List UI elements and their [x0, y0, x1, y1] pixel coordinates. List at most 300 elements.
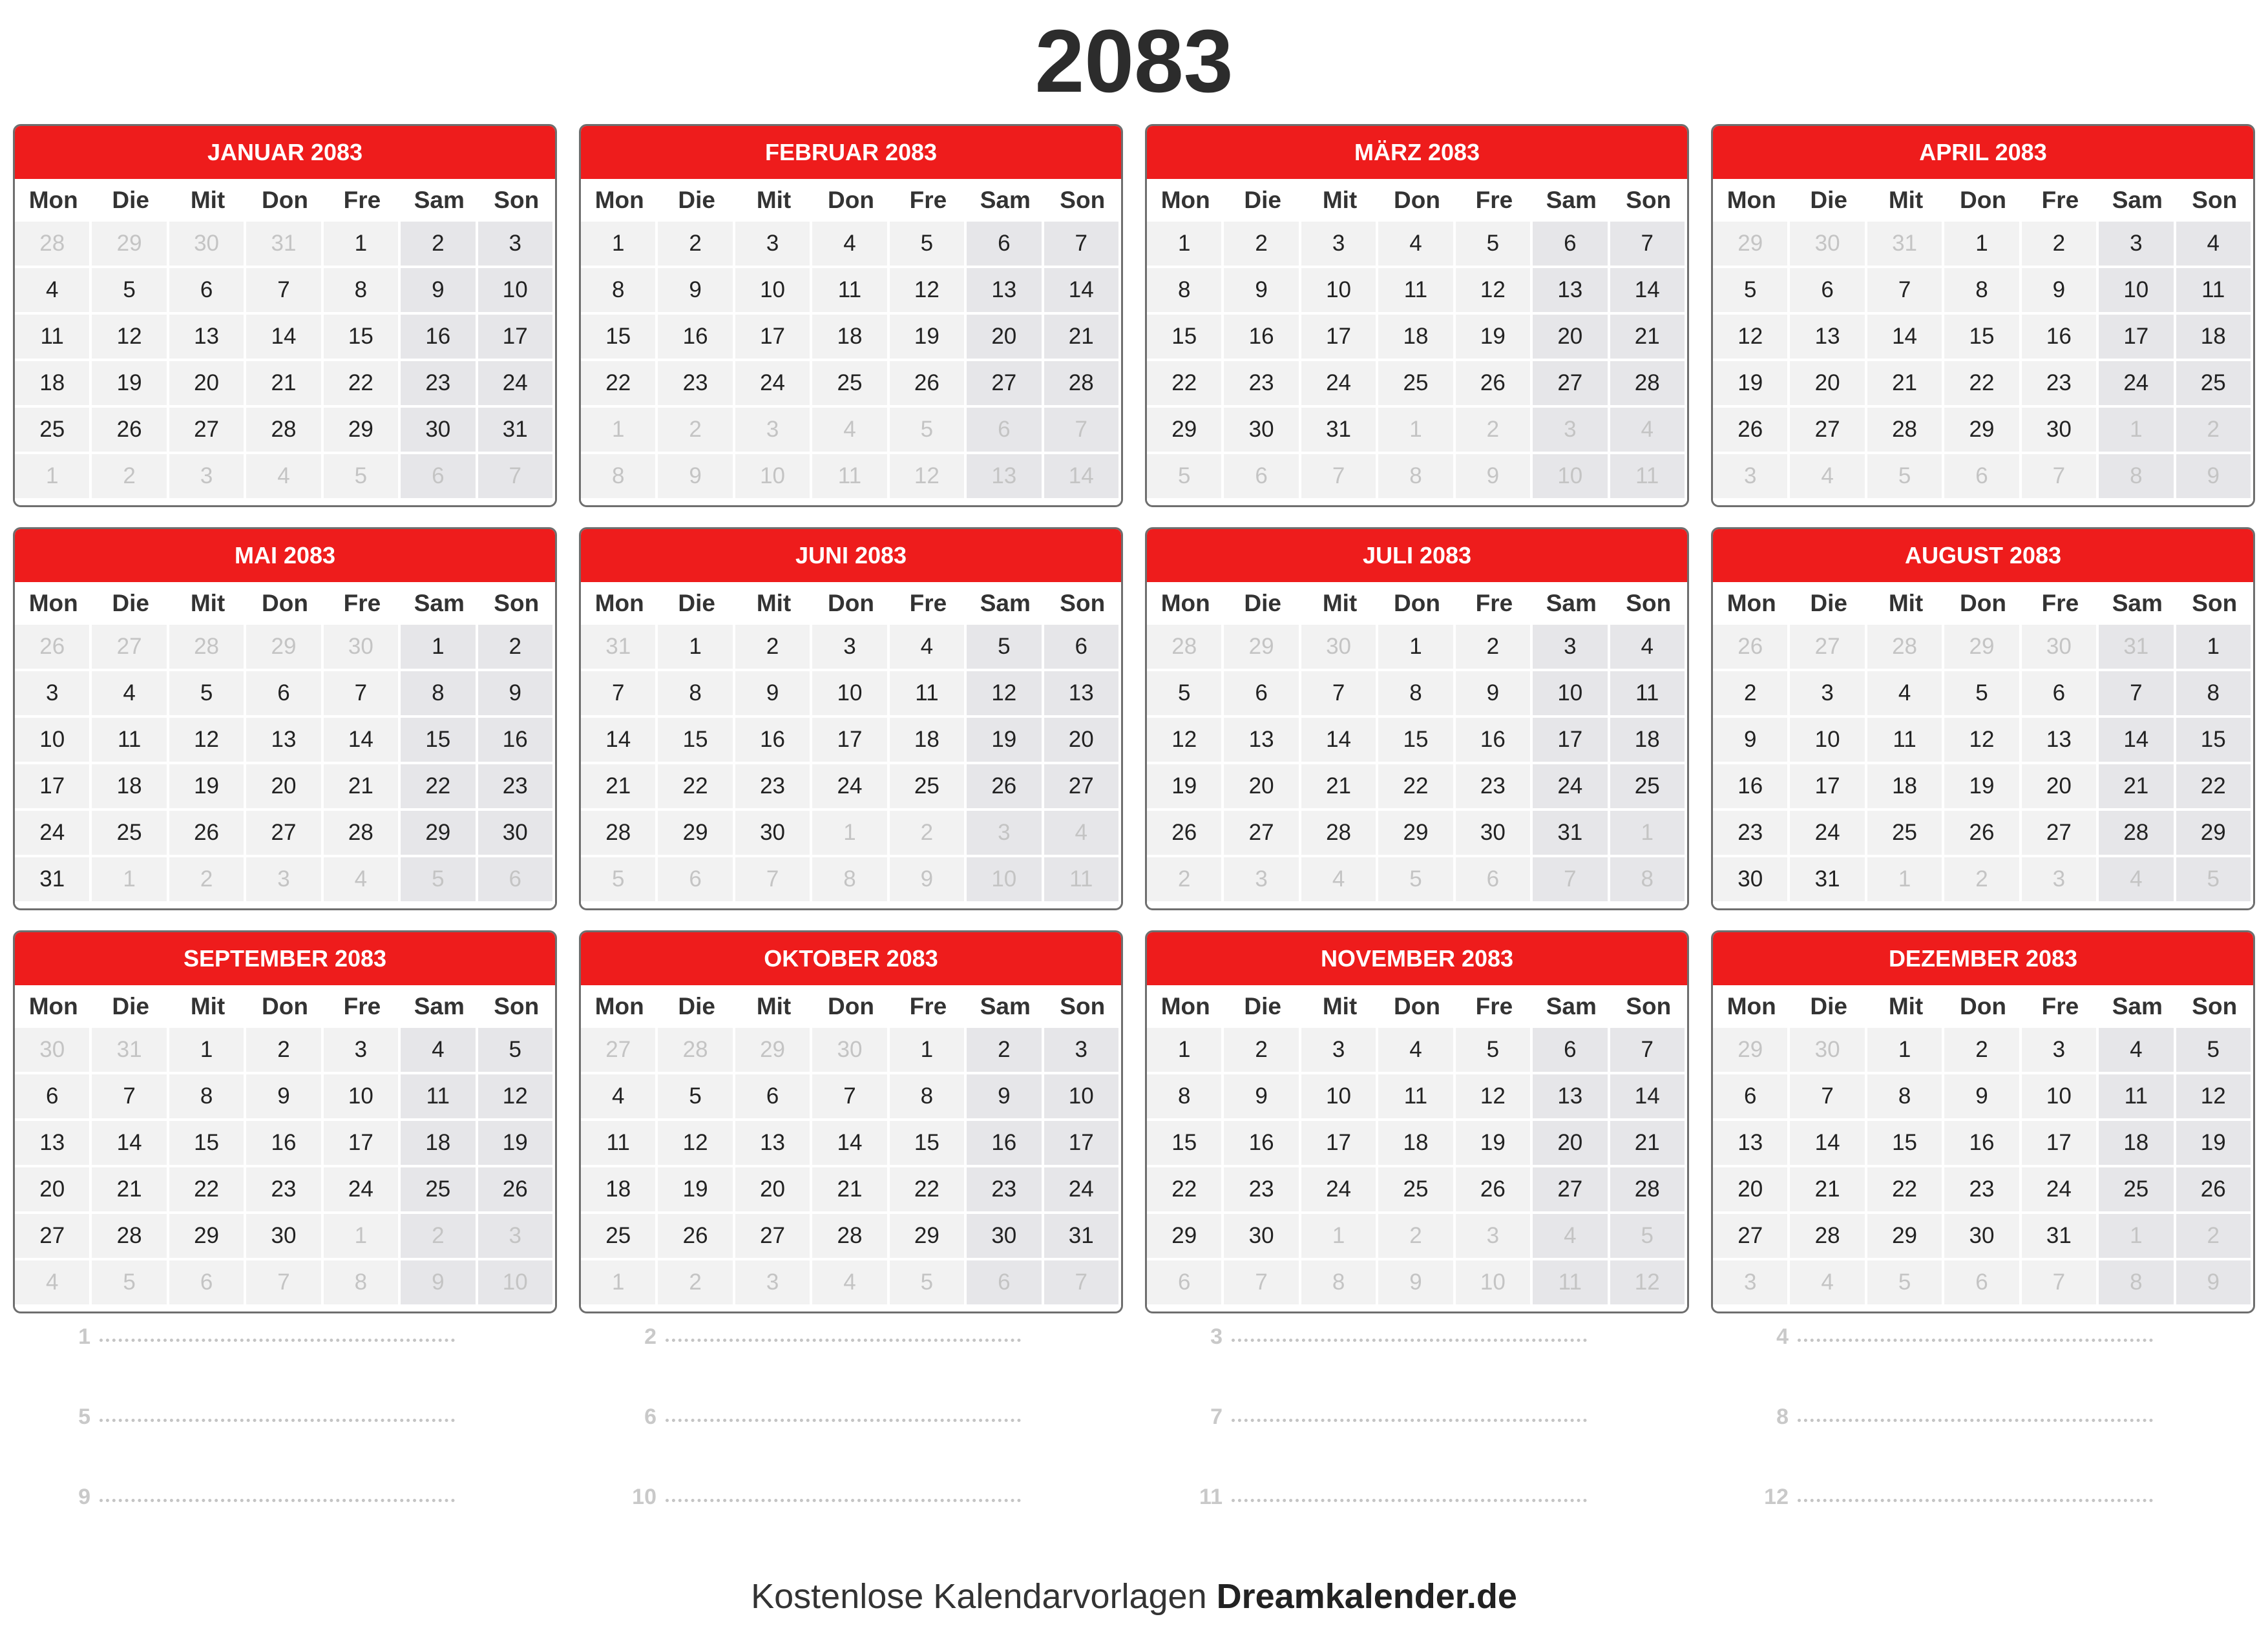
day-cell[interactable]: 20: [246, 764, 323, 811]
day-cell[interactable]: 9: [1713, 718, 1790, 764]
day-cell[interactable]: 4: [1610, 625, 1687, 671]
day-cell-outside-month[interactable]: 8: [2099, 1260, 2176, 1307]
day-cell[interactable]: 1: [1944, 222, 2021, 268]
day-cell[interactable]: 6: [1713, 1074, 1790, 1121]
day-cell-outside-month[interactable]: 1: [1301, 1214, 1378, 1260]
day-cell[interactable]: 30: [1713, 857, 1790, 904]
day-cell[interactable]: 19: [92, 361, 169, 408]
day-cell[interactable]: 9: [246, 1074, 323, 1121]
day-cell[interactable]: 22: [658, 764, 735, 811]
day-cell-outside-month[interactable]: 29: [246, 625, 323, 671]
day-cell[interactable]: 13: [2022, 718, 2099, 764]
day-cell[interactable]: 3: [1790, 671, 1867, 718]
day-cell[interactable]: 4: [92, 671, 169, 718]
day-cell[interactable]: 24: [1790, 811, 1867, 857]
day-cell[interactable]: 23: [1944, 1167, 2021, 1214]
day-cell[interactable]: 6: [2022, 671, 2099, 718]
day-cell[interactable]: 18: [581, 1167, 658, 1214]
day-cell[interactable]: 22: [1147, 361, 1224, 408]
day-cell-outside-month[interactable]: 4: [1790, 454, 1867, 501]
day-cell[interactable]: 31: [478, 408, 555, 454]
day-cell-outside-month[interactable]: 6: [478, 857, 555, 904]
day-cell[interactable]: 17: [735, 315, 812, 361]
day-cell[interactable]: 11: [2099, 1074, 2176, 1121]
day-cell[interactable]: 12: [1147, 718, 1224, 764]
day-cell[interactable]: 24: [2099, 361, 2176, 408]
day-cell[interactable]: 15: [2176, 718, 2253, 764]
day-cell[interactable]: 10: [2099, 268, 2176, 315]
day-cell[interactable]: 15: [1944, 315, 2021, 361]
day-cell[interactable]: 7: [1610, 222, 1687, 268]
day-cell[interactable]: 12: [478, 1074, 555, 1121]
day-cell[interactable]: 5: [478, 1028, 555, 1074]
day-cell-outside-month[interactable]: 4: [812, 1260, 889, 1307]
day-cell-outside-month[interactable]: 28: [169, 625, 246, 671]
day-cell[interactable]: 19: [1147, 764, 1224, 811]
day-cell[interactable]: 29: [1147, 408, 1224, 454]
day-cell[interactable]: 16: [735, 718, 812, 764]
day-cell[interactable]: 30: [478, 811, 555, 857]
day-cell[interactable]: 21: [1301, 764, 1378, 811]
day-cell[interactable]: 23: [401, 361, 478, 408]
day-cell[interactable]: 15: [890, 1121, 967, 1167]
day-cell[interactable]: 9: [401, 268, 478, 315]
day-cell[interactable]: 15: [1147, 1121, 1224, 1167]
day-cell[interactable]: 22: [401, 764, 478, 811]
day-cell[interactable]: 11: [1867, 718, 1944, 764]
day-cell-outside-month[interactable]: 30: [1301, 625, 1378, 671]
day-cell[interactable]: 15: [324, 315, 401, 361]
day-cell[interactable]: 7: [324, 671, 401, 718]
day-cell[interactable]: 9: [658, 268, 735, 315]
day-cell-outside-month[interactable]: 13: [967, 454, 1044, 501]
day-cell[interactable]: 9: [1944, 1074, 2021, 1121]
day-cell[interactable]: 12: [658, 1121, 735, 1167]
day-cell[interactable]: 3: [1301, 222, 1378, 268]
day-cell[interactable]: 25: [92, 811, 169, 857]
day-cell[interactable]: 16: [401, 315, 478, 361]
day-cell-outside-month[interactable]: 26: [1713, 625, 1790, 671]
day-cell[interactable]: 6: [1790, 268, 1867, 315]
day-cell-outside-month[interactable]: 8: [812, 857, 889, 904]
day-cell[interactable]: 30: [2022, 408, 2099, 454]
day-cell[interactable]: 15: [169, 1121, 246, 1167]
day-cell[interactable]: 28: [1044, 361, 1121, 408]
day-cell-outside-month[interactable]: 3: [1713, 1260, 1790, 1307]
day-cell[interactable]: 11: [2176, 268, 2253, 315]
day-cell[interactable]: 1: [658, 625, 735, 671]
day-cell[interactable]: 14: [581, 718, 658, 764]
day-cell[interactable]: 19: [967, 718, 1044, 764]
day-cell-outside-month[interactable]: 11: [1533, 1260, 1610, 1307]
day-cell[interactable]: 27: [1790, 408, 1867, 454]
day-cell[interactable]: 31: [1044, 1214, 1121, 1260]
day-cell[interactable]: 6: [15, 1074, 92, 1121]
day-cell[interactable]: 11: [1610, 671, 1687, 718]
day-cell-outside-month[interactable]: 29: [1713, 1028, 1790, 1074]
day-cell-outside-month[interactable]: 9: [1456, 454, 1533, 501]
day-cell[interactable]: 14: [324, 718, 401, 764]
day-cell[interactable]: 27: [15, 1214, 92, 1260]
day-cell-outside-month[interactable]: 29: [1944, 625, 2021, 671]
day-cell[interactable]: 5: [92, 268, 169, 315]
day-cell[interactable]: 17: [478, 315, 555, 361]
day-cell[interactable]: 2: [1944, 1028, 2021, 1074]
day-cell-outside-month[interactable]: 9: [890, 857, 967, 904]
day-cell-outside-month[interactable]: 3: [246, 857, 323, 904]
day-cell[interactable]: 22: [890, 1167, 967, 1214]
day-cell[interactable]: 5: [1713, 268, 1790, 315]
day-cell-outside-month[interactable]: 10: [478, 1260, 555, 1307]
day-cell[interactable]: 7: [246, 268, 323, 315]
day-cell[interactable]: 21: [581, 764, 658, 811]
day-cell[interactable]: 28: [246, 408, 323, 454]
day-cell[interactable]: 30: [1456, 811, 1533, 857]
day-cell[interactable]: 20: [15, 1167, 92, 1214]
day-cell-outside-month[interactable]: 2: [2176, 1214, 2253, 1260]
day-cell-outside-month[interactable]: 3: [1533, 408, 1610, 454]
day-cell-outside-month[interactable]: 7: [246, 1260, 323, 1307]
day-cell[interactable]: 30: [1224, 1214, 1301, 1260]
day-cell[interactable]: 8: [890, 1074, 967, 1121]
day-cell-outside-month[interactable]: 31: [92, 1028, 169, 1074]
day-cell-outside-month[interactable]: 5: [581, 857, 658, 904]
day-cell[interactable]: 12: [169, 718, 246, 764]
day-cell[interactable]: 5: [1456, 1028, 1533, 1074]
day-cell[interactable]: 18: [1378, 1121, 1455, 1167]
day-cell[interactable]: 5: [658, 1074, 735, 1121]
day-cell-outside-month[interactable]: 2: [1378, 1214, 1455, 1260]
day-cell[interactable]: 1: [324, 222, 401, 268]
day-cell[interactable]: 12: [1944, 718, 2021, 764]
note-line[interactable]: [1197, 1324, 1587, 1350]
day-cell[interactable]: 20: [967, 315, 1044, 361]
day-cell[interactable]: 20: [169, 361, 246, 408]
day-cell[interactable]: 10: [1044, 1074, 1121, 1121]
day-cell[interactable]: 13: [246, 718, 323, 764]
day-cell[interactable]: 4: [2176, 222, 2253, 268]
day-cell-outside-month[interactable]: 7: [1224, 1260, 1301, 1307]
day-cell[interactable]: 6: [735, 1074, 812, 1121]
day-cell-outside-month[interactable]: 11: [812, 454, 889, 501]
day-cell[interactable]: 10: [1790, 718, 1867, 764]
day-cell[interactable]: 19: [478, 1121, 555, 1167]
day-cell-outside-month[interactable]: 10: [735, 454, 812, 501]
day-cell-outside-month[interactable]: 5: [92, 1260, 169, 1307]
day-cell-outside-month[interactable]: 7: [1044, 408, 1121, 454]
day-cell[interactable]: 24: [735, 361, 812, 408]
day-cell[interactable]: 28: [1301, 811, 1378, 857]
day-cell[interactable]: 2: [1224, 1028, 1301, 1074]
day-cell[interactable]: 4: [812, 222, 889, 268]
day-cell[interactable]: 26: [2176, 1167, 2253, 1214]
day-cell-outside-month[interactable]: 29: [1713, 222, 1790, 268]
day-cell[interactable]: 3: [15, 671, 92, 718]
day-cell[interactable]: 21: [1790, 1167, 1867, 1214]
day-cell[interactable]: 7: [2099, 671, 2176, 718]
day-cell[interactable]: 14: [1610, 1074, 1687, 1121]
day-cell-outside-month[interactable]: 7: [1533, 857, 1610, 904]
day-cell[interactable]: 5: [1456, 222, 1533, 268]
day-cell[interactable]: 26: [658, 1214, 735, 1260]
day-cell[interactable]: 20: [2022, 764, 2099, 811]
day-cell[interactable]: 8: [1378, 671, 1455, 718]
day-cell-outside-month[interactable]: 3: [1224, 857, 1301, 904]
day-cell[interactable]: 1: [890, 1028, 967, 1074]
day-cell[interactable]: 23: [658, 361, 735, 408]
day-cell[interactable]: 26: [1456, 1167, 1533, 1214]
day-cell[interactable]: 28: [1610, 1167, 1687, 1214]
day-cell-outside-month[interactable]: 2: [169, 857, 246, 904]
day-cell[interactable]: 27: [1713, 1214, 1790, 1260]
day-cell[interactable]: 12: [1713, 315, 1790, 361]
note-line[interactable]: [1763, 1324, 2153, 1350]
day-cell[interactable]: 30: [967, 1214, 1044, 1260]
day-cell[interactable]: 7: [1301, 671, 1378, 718]
day-cell[interactable]: 23: [1224, 361, 1301, 408]
day-cell[interactable]: 14: [1790, 1121, 1867, 1167]
day-cell[interactable]: 17: [1301, 1121, 1378, 1167]
day-cell[interactable]: 15: [1378, 718, 1455, 764]
day-cell[interactable]: 11: [401, 1074, 478, 1121]
day-cell[interactable]: 2: [1456, 625, 1533, 671]
day-cell[interactable]: 2: [478, 625, 555, 671]
day-cell-outside-month[interactable]: 7: [735, 857, 812, 904]
day-cell-outside-month[interactable]: 5: [1867, 1260, 1944, 1307]
day-cell[interactable]: 19: [2176, 1121, 2253, 1167]
day-cell[interactable]: 3: [1533, 625, 1610, 671]
day-cell[interactable]: 4: [890, 625, 967, 671]
day-cell[interactable]: 24: [1533, 764, 1610, 811]
day-cell[interactable]: 29: [1378, 811, 1455, 857]
day-cell[interactable]: 29: [324, 408, 401, 454]
day-cell[interactable]: 28: [1610, 361, 1687, 408]
day-cell[interactable]: 16: [967, 1121, 1044, 1167]
day-cell-outside-month[interactable]: 3: [967, 811, 1044, 857]
day-cell[interactable]: 7: [1610, 1028, 1687, 1074]
day-cell-outside-month[interactable]: 31: [581, 625, 658, 671]
day-cell[interactable]: 15: [1867, 1121, 1944, 1167]
day-cell-outside-month[interactable]: 30: [1790, 1028, 1867, 1074]
day-cell[interactable]: 19: [1944, 764, 2021, 811]
day-cell[interactable]: 4: [581, 1074, 658, 1121]
day-cell-outside-month[interactable]: 4: [1610, 408, 1687, 454]
day-cell-outside-month[interactable]: 28: [1867, 625, 1944, 671]
day-cell[interactable]: 17: [1044, 1121, 1121, 1167]
day-cell-outside-month[interactable]: 27: [1790, 625, 1867, 671]
day-cell[interactable]: 18: [1378, 315, 1455, 361]
day-cell[interactable]: 24: [478, 361, 555, 408]
day-cell[interactable]: 16: [1456, 718, 1533, 764]
day-cell[interactable]: 8: [1147, 1074, 1224, 1121]
day-cell[interactable]: 15: [401, 718, 478, 764]
day-cell-outside-month[interactable]: 6: [1944, 1260, 2021, 1307]
day-cell[interactable]: 25: [890, 764, 967, 811]
day-cell[interactable]: 12: [1456, 1074, 1533, 1121]
day-cell[interactable]: 9: [967, 1074, 1044, 1121]
day-cell[interactable]: 9: [2022, 268, 2099, 315]
day-cell[interactable]: 23: [967, 1167, 1044, 1214]
day-cell[interactable]: 29: [1867, 1214, 1944, 1260]
day-cell[interactable]: 31: [1301, 408, 1378, 454]
day-cell[interactable]: 21: [92, 1167, 169, 1214]
day-cell[interactable]: 25: [401, 1167, 478, 1214]
day-cell-outside-month[interactable]: 1: [812, 811, 889, 857]
day-cell[interactable]: 13: [1224, 718, 1301, 764]
day-cell-outside-month[interactable]: 6: [967, 408, 1044, 454]
day-cell-outside-month[interactable]: 8: [1610, 857, 1687, 904]
day-cell[interactable]: 7: [1044, 222, 1121, 268]
day-cell[interactable]: 30: [246, 1214, 323, 1260]
day-cell-outside-month[interactable]: 1: [92, 857, 169, 904]
day-cell-outside-month[interactable]: 9: [401, 1260, 478, 1307]
day-cell-outside-month[interactable]: 12: [890, 454, 967, 501]
day-cell[interactable]: 24: [1301, 361, 1378, 408]
day-cell[interactable]: 18: [1610, 718, 1687, 764]
day-cell[interactable]: 16: [658, 315, 735, 361]
note-line[interactable]: [631, 1405, 1021, 1430]
day-cell-outside-month[interactable]: 2: [401, 1214, 478, 1260]
day-cell-outside-month[interactable]: 11: [1610, 454, 1687, 501]
day-cell[interactable]: 17: [1301, 315, 1378, 361]
day-cell-outside-month[interactable]: 3: [478, 1214, 555, 1260]
day-cell[interactable]: 16: [246, 1121, 323, 1167]
day-cell[interactable]: 16: [478, 718, 555, 764]
day-cell[interactable]: 1: [1147, 222, 1224, 268]
note-line[interactable]: [1763, 1405, 2153, 1430]
day-cell[interactable]: 21: [2099, 764, 2176, 811]
day-cell-outside-month[interactable]: 1: [581, 408, 658, 454]
day-cell[interactable]: 2: [1713, 671, 1790, 718]
day-cell[interactable]: 3: [812, 625, 889, 671]
day-cell-outside-month[interactable]: 4: [1301, 857, 1378, 904]
day-cell[interactable]: 3: [324, 1028, 401, 1074]
day-cell[interactable]: 3: [1301, 1028, 1378, 1074]
day-cell-outside-month[interactable]: 4: [1533, 1214, 1610, 1260]
day-cell[interactable]: 7: [1790, 1074, 1867, 1121]
day-cell[interactable]: 7: [812, 1074, 889, 1121]
day-cell[interactable]: 19: [1713, 361, 1790, 408]
day-cell[interactable]: 22: [1867, 1167, 1944, 1214]
day-cell[interactable]: 6: [1533, 1028, 1610, 1074]
day-cell[interactable]: 13: [967, 268, 1044, 315]
day-cell-outside-month[interactable]: 8: [1378, 454, 1455, 501]
day-cell-outside-month[interactable]: 1: [2099, 408, 2176, 454]
day-cell-outside-month[interactable]: 8: [581, 454, 658, 501]
day-cell[interactable]: 1: [1147, 1028, 1224, 1074]
day-cell-outside-month[interactable]: 1: [1867, 857, 1944, 904]
day-cell[interactable]: 8: [581, 268, 658, 315]
day-cell[interactable]: 20: [735, 1167, 812, 1214]
day-cell-outside-month[interactable]: 31: [2099, 625, 2176, 671]
day-cell[interactable]: 19: [169, 764, 246, 811]
day-cell-outside-month[interactable]: 1: [581, 1260, 658, 1307]
day-cell[interactable]: 29: [1944, 408, 2021, 454]
day-cell[interactable]: 13: [735, 1121, 812, 1167]
day-cell-outside-month[interactable]: 3: [169, 454, 246, 501]
day-cell-outside-month[interactable]: 26: [15, 625, 92, 671]
day-cell[interactable]: 26: [169, 811, 246, 857]
day-cell-outside-month[interactable]: 1: [1378, 408, 1455, 454]
day-cell[interactable]: 14: [812, 1121, 889, 1167]
day-cell-outside-month[interactable]: 1: [15, 454, 92, 501]
day-cell[interactable]: 14: [92, 1121, 169, 1167]
day-cell-outside-month[interactable]: 3: [1456, 1214, 1533, 1260]
day-cell[interactable]: 10: [1301, 1074, 1378, 1121]
day-cell[interactable]: 11: [1378, 268, 1455, 315]
day-cell[interactable]: 2: [2022, 222, 2099, 268]
day-cell[interactable]: 22: [1944, 361, 2021, 408]
day-cell-outside-month[interactable]: 5: [890, 408, 967, 454]
day-cell[interactable]: 2: [246, 1028, 323, 1074]
day-cell[interactable]: 27: [1224, 811, 1301, 857]
day-cell[interactable]: 3: [2022, 1028, 2099, 1074]
day-cell[interactable]: 26: [1944, 811, 2021, 857]
note-line[interactable]: [1197, 1405, 1587, 1430]
day-cell[interactable]: 29: [658, 811, 735, 857]
day-cell-outside-month[interactable]: 3: [2022, 857, 2099, 904]
day-cell[interactable]: 17: [324, 1121, 401, 1167]
day-cell[interactable]: 23: [2022, 361, 2099, 408]
day-cell[interactable]: 21: [1867, 361, 1944, 408]
day-cell[interactable]: 22: [581, 361, 658, 408]
day-cell-outside-month[interactable]: 4: [324, 857, 401, 904]
day-cell[interactable]: 13: [169, 315, 246, 361]
day-cell-outside-month[interactable]: 30: [1790, 222, 1867, 268]
day-cell[interactable]: 24: [324, 1167, 401, 1214]
day-cell[interactable]: 4: [15, 268, 92, 315]
day-cell[interactable]: 25: [581, 1214, 658, 1260]
day-cell[interactable]: 2: [735, 625, 812, 671]
day-cell-outside-month[interactable]: 6: [1224, 454, 1301, 501]
day-cell[interactable]: 10: [812, 671, 889, 718]
day-cell-outside-month[interactable]: 5: [1867, 454, 1944, 501]
day-cell-outside-month[interactable]: 2: [658, 1260, 735, 1307]
day-cell[interactable]: 10: [2022, 1074, 2099, 1121]
day-cell[interactable]: 28: [812, 1214, 889, 1260]
day-cell[interactable]: 25: [2099, 1167, 2176, 1214]
day-cell[interactable]: 29: [890, 1214, 967, 1260]
day-cell[interactable]: 9: [735, 671, 812, 718]
day-cell[interactable]: 24: [15, 811, 92, 857]
day-cell[interactable]: 20: [1044, 718, 1121, 764]
day-cell[interactable]: 19: [1456, 1121, 1533, 1167]
day-cell[interactable]: 1: [1867, 1028, 1944, 1074]
day-cell[interactable]: 18: [2099, 1121, 2176, 1167]
day-cell-outside-month[interactable]: 9: [1378, 1260, 1455, 1307]
day-cell[interactable]: 29: [2176, 811, 2253, 857]
day-cell[interactable]: 12: [92, 315, 169, 361]
day-cell[interactable]: 10: [478, 268, 555, 315]
day-cell[interactable]: 6: [967, 222, 1044, 268]
day-cell-outside-month[interactable]: 4: [812, 408, 889, 454]
day-cell-outside-month[interactable]: 31: [1867, 222, 1944, 268]
day-cell[interactable]: 10: [15, 718, 92, 764]
day-cell[interactable]: 9: [1456, 671, 1533, 718]
day-cell-outside-month[interactable]: 6: [1944, 454, 2021, 501]
day-cell-outside-month[interactable]: 3: [735, 1260, 812, 1307]
day-cell[interactable]: 17: [812, 718, 889, 764]
day-cell[interactable]: 30: [401, 408, 478, 454]
day-cell[interactable]: 19: [1456, 315, 1533, 361]
day-cell[interactable]: 25: [2176, 361, 2253, 408]
day-cell[interactable]: 4: [1378, 1028, 1455, 1074]
day-cell[interactable]: 18: [15, 361, 92, 408]
day-cell[interactable]: 10: [1533, 671, 1610, 718]
note-line[interactable]: [1763, 1485, 2153, 1510]
day-cell[interactable]: 1: [2176, 625, 2253, 671]
day-cell-outside-month[interactable]: 1: [324, 1214, 401, 1260]
